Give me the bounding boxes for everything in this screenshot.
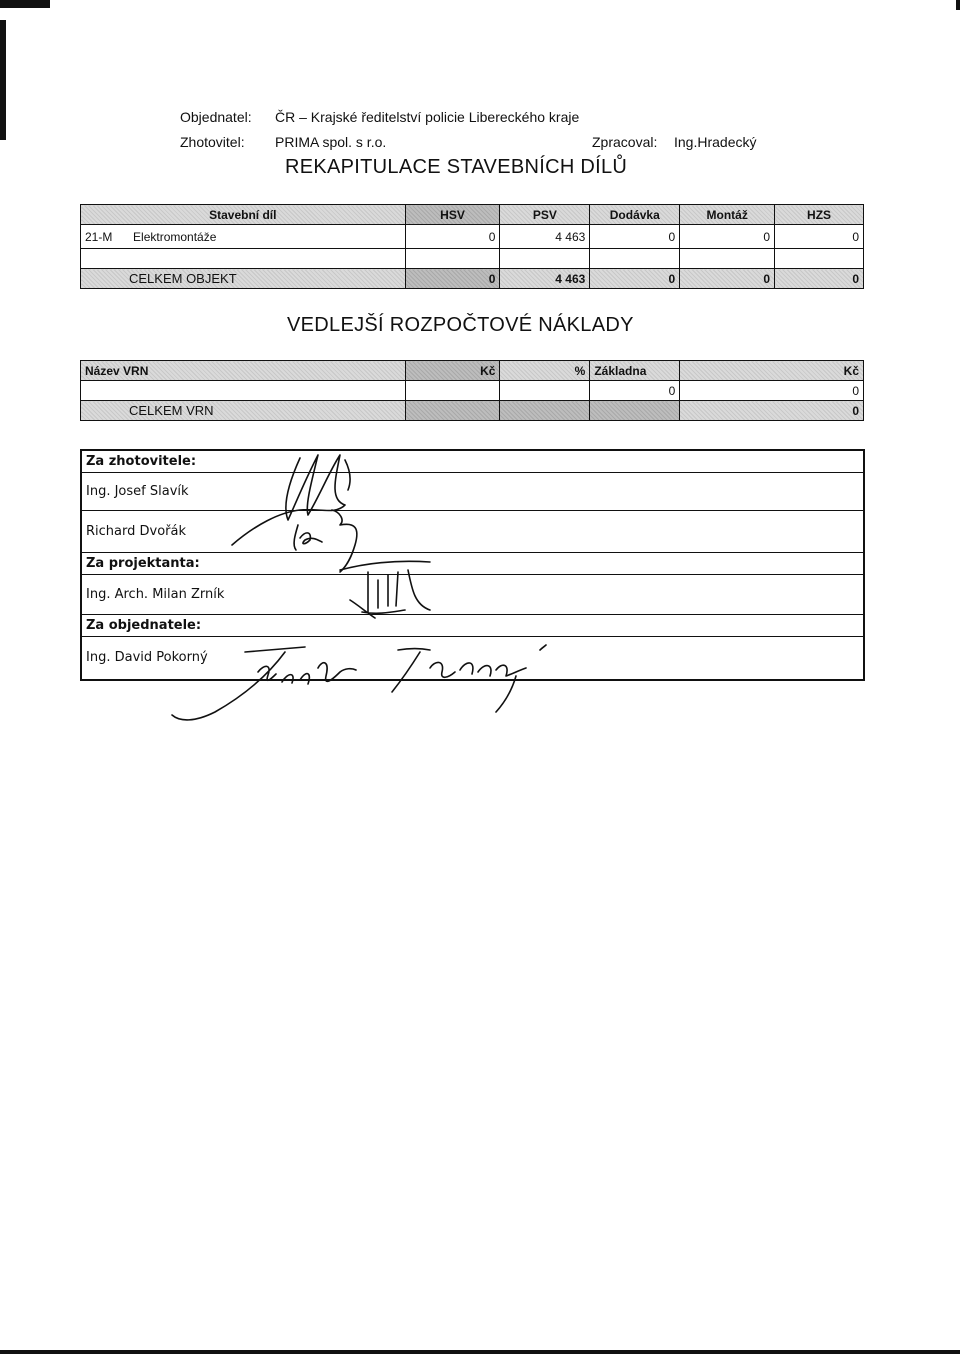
client-label: Objednatel: [180, 109, 252, 125]
contractor-person-2: Richard Dvořák [81, 510, 864, 552]
cell-hsv: 0 [405, 225, 500, 249]
contractor-value: PRIMA spol. s r.o. [275, 134, 387, 150]
contractor-label: Zhotovitel: [180, 134, 245, 150]
header-kc-total: Kč [680, 361, 864, 381]
header-psv: PSV [500, 205, 590, 225]
section-title: VEDLEJŠÍ ROZPOČTOVÉ NÁKLADY [287, 314, 634, 336]
total-hzs: 0 [775, 269, 864, 289]
contractor-person-1: Ing. Josef Slavík [81, 472, 864, 510]
total-montaz: 0 [680, 269, 775, 289]
header-kc: Kč [405, 361, 500, 381]
prepared-label: Zpracoval: [592, 134, 658, 150]
header-hzs: HZS [775, 205, 864, 225]
total-vrn-kc: 0 [680, 401, 864, 421]
client-person: Ing. David Pokorný [81, 636, 864, 680]
header-stavebni-dil: Stavební díl [81, 205, 406, 225]
row-name: Elektromontáže [133, 229, 217, 244]
header-dodavka: Dodávka [590, 205, 680, 225]
header-montaz: Montáž [680, 205, 775, 225]
header-nazev-vrn: Název VRN [81, 361, 406, 381]
total-hsv: 0 [405, 269, 500, 289]
cell-kc: 0 [680, 381, 864, 401]
signature-zrnik [340, 561, 430, 618]
total-vrn-label: CELKEM VRN [81, 401, 406, 421]
cell-montaz: 0 [680, 225, 775, 249]
signature-pokorny [172, 645, 546, 720]
prepared-value: Ing.Hradecký [674, 134, 757, 150]
row-code: 21-M [85, 229, 113, 244]
for-contractor-label: Za zhotovitele: [81, 450, 864, 472]
page-title: REKAPITULACE STAVEBNÍCH DÍLŮ [285, 156, 628, 178]
cell-dodavka: 0 [590, 225, 680, 249]
cell-hzs: 0 [775, 225, 864, 249]
header-zakladna: Základna [590, 361, 680, 381]
for-designer-label: Za projektanta: [81, 552, 864, 574]
cell-psv: 4 463 [500, 225, 590, 249]
for-client-label: Za objednatele: [81, 614, 864, 636]
client-value: ČR – Krajské ředitelství policie Libereckého kraje [275, 109, 580, 125]
header-percent: % [500, 361, 590, 381]
signature-slavik [232, 455, 350, 545]
designer-person: Ing. Arch. Milan Zrník [81, 574, 864, 614]
total-label: CELKEM OBJEKT [81, 269, 406, 289]
cell-zakladna: 0 [590, 381, 680, 401]
total-psv: 4 463 [500, 269, 590, 289]
header-hsv: HSV [405, 205, 500, 225]
total-dodavka: 0 [590, 269, 680, 289]
signature-dvorak [294, 510, 357, 572]
